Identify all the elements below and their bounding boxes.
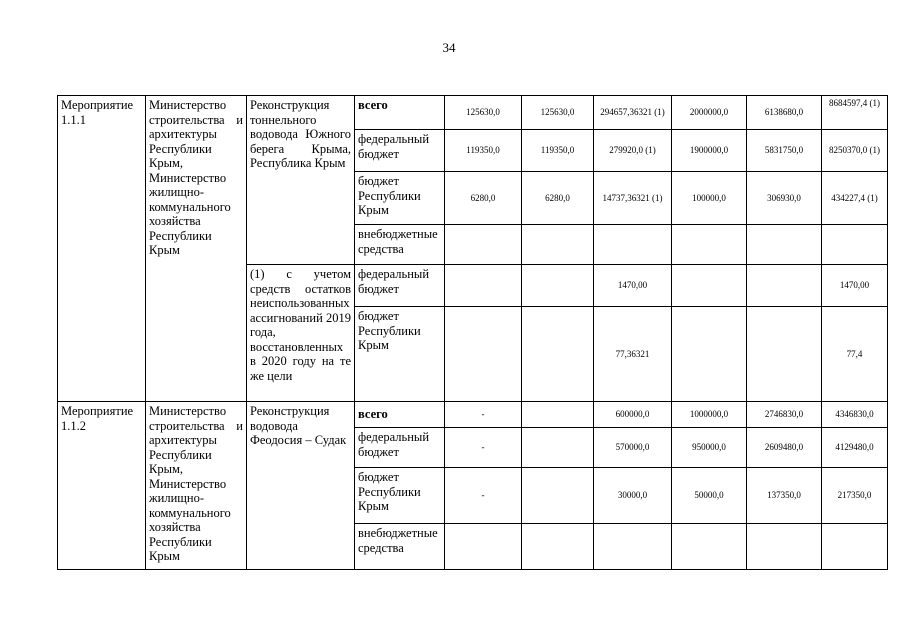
value-cell: 2000000,0 [672,96,747,130]
value-cell [747,265,822,307]
value-cell: 100000,0 [672,172,747,225]
event-cell: Мероприятие 1.1.2 [58,402,146,570]
value-cell: 5831750,0 [747,130,822,172]
description-cell: Реконструкция водовода Феодосия – Судак [247,402,355,570]
value-cell [822,225,888,265]
value-cell: 434227,4 (1) [822,172,888,225]
value-cell [822,524,888,570]
value-cell: - [445,428,522,468]
value-cell [522,225,594,265]
value-cell: 6280,0 [445,172,522,225]
value-cell [522,402,594,428]
value-cell: 6280,0 [522,172,594,225]
value-cell [445,225,522,265]
source-cell: бюджет Республики Крым [355,307,445,402]
value-cell: - [445,468,522,524]
value-cell [522,468,594,524]
value-cell: 8250370,0 (1) [822,130,888,172]
source-cell: внебюджетные средства [355,524,445,570]
value-cell: 50000,0 [672,468,747,524]
value-cell [522,307,594,402]
value-cell [747,225,822,265]
table-row [58,402,888,428]
value-cell: 119350,0 [445,130,522,172]
value-cell: - [445,402,522,428]
budget-table [57,95,888,570]
value-cell [522,265,594,307]
value-cell [672,524,747,570]
value-cell [445,524,522,570]
value-cell: 294657,36321 (1) [594,96,672,130]
value-cell: 1000000,0 [672,402,747,428]
source-cell: бюджет Республики Крым [355,172,445,225]
value-cell: 6138680,0 [747,96,822,130]
executor-cell: Министерство строительства и архитектуры Республики Крым, Министерство жилищно-коммунального хозяйства Республики Крым [146,402,247,570]
value-cell: 2746830,0 [747,402,822,428]
description-cell: Реконструкция тоннельного водовода Южного берега Крыма, Республика Крым [247,96,355,265]
source-cell: всего [355,96,445,130]
value-cell: 119350,0 [522,130,594,172]
value-cell: 279920,0 (1) [594,130,672,172]
source-cell: федеральный бюджет [355,265,445,307]
note-cell: (1) с учетом средств остатков неиспользованных ассигнований 2019 года, восстановленных в 2020 году на те же цели [247,265,355,402]
value-cell: 1470,00 [594,265,672,307]
value-cell [747,524,822,570]
value-cell: 137350,0 [747,468,822,524]
value-cell [672,307,747,402]
value-cell: 125630,0 [445,96,522,130]
value-cell: 217350,0 [822,468,888,524]
value-cell: 2609480,0 [747,428,822,468]
value-cell [445,307,522,402]
value-cell: 8684597,4 (1) [822,96,888,130]
value-cell [522,524,594,570]
value-cell: 600000,0 [594,402,672,428]
value-cell: 30000,0 [594,468,672,524]
value-cell: 125630,0 [522,96,594,130]
table-row [58,96,888,130]
value-cell [747,307,822,402]
value-cell: 77,4 [822,307,888,402]
value-cell: 570000,0 [594,428,672,468]
value-cell: 14737,36321 (1) [594,172,672,225]
value-cell [522,428,594,468]
source-cell: бюджет Республики Крым [355,468,445,524]
source-cell: федеральный бюджет [355,428,445,468]
value-cell [594,225,672,265]
value-cell: 950000,0 [672,428,747,468]
value-cell: 77,36321 [594,307,672,402]
event-cell: Мероприятие 1.1.1 [58,96,146,402]
page-number: 34 [442,40,456,55]
value-cell [594,524,672,570]
executor-cell: Министерство строительства и архитектуры Республики Крым, Министерство жилищно-коммунального хозяйства Республики Крым [146,96,247,402]
source-cell: федеральный бюджет [355,130,445,172]
source-cell: внебюджетные средства [355,225,445,265]
value-cell: 1470,00 [822,265,888,307]
value-cell: 306930,0 [747,172,822,225]
value-cell [672,265,747,307]
value-cell [445,265,522,307]
source-cell: всего [355,402,445,428]
value-cell: 1900000,0 [672,130,747,172]
value-cell [672,225,747,265]
value-cell: 4346830,0 [822,402,888,428]
value-cell: 4129480,0 [822,428,888,468]
